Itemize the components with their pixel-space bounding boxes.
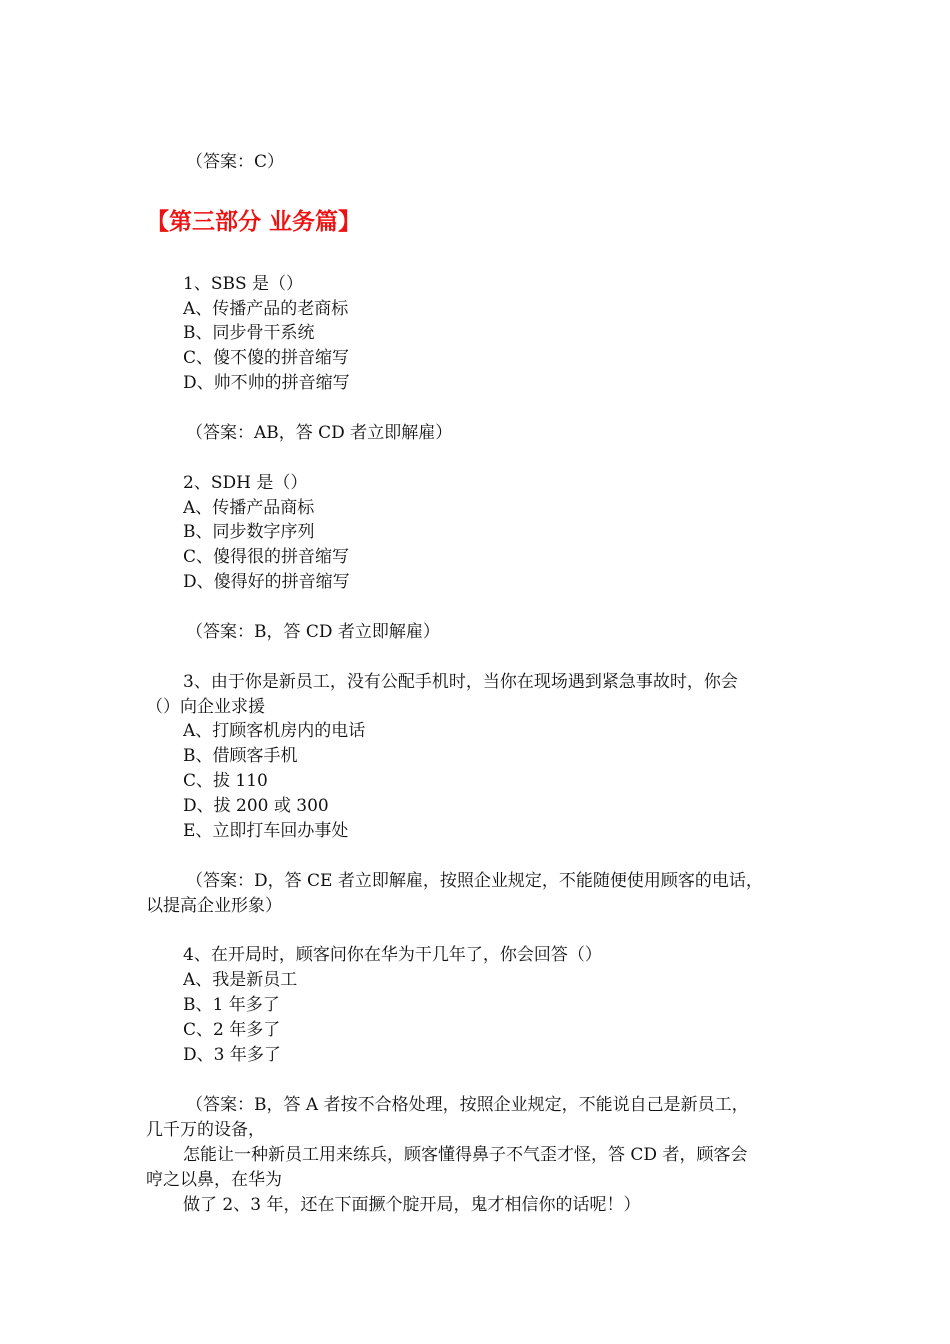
question-text-line2: （）向企业求援	[146, 697, 265, 717]
section-title: 【第三部分 业务篇】	[146, 209, 362, 235]
option-e: E、立即打车回办事处	[183, 821, 349, 841]
answer-text-line2: 以提高企业形象）	[146, 896, 282, 916]
option-d: D、3 年多了	[183, 1045, 281, 1065]
answer-text-line5: 做了 2、3 年，还在下面撅个腚开局，鬼才相信你的话呢！）	[183, 1195, 641, 1215]
option-b: B、同步骨干系统	[183, 323, 315, 343]
option-d: D、傻得好的拼音缩写	[183, 572, 350, 592]
previous-answer: （答案：C）	[186, 152, 285, 172]
answer-text-line1: （答案：D，答 CE 者立即解雇，按照企业规定，不能随便使用顾客的电话，	[186, 871, 763, 891]
answer-text-line2: 几千万的设备，	[146, 1120, 265, 1140]
answer-text: （答案：B，答 CD 者立即解雇）	[186, 622, 440, 642]
option-d: D、拔 200 或 300	[183, 796, 329, 816]
option-b: B、1 年多了	[183, 995, 280, 1015]
option-a: A、打顾客机房内的电话	[183, 721, 366, 741]
answer-text-line4: 哼之以鼻，在华为	[146, 1170, 282, 1190]
option-c: C、傻不傻的拼音缩写	[183, 348, 350, 368]
option-b: B、借顾客手机	[183, 746, 298, 766]
option-b: B、同步数字序列	[183, 522, 315, 542]
question-text: 1、SBS 是（）	[183, 274, 304, 294]
option-c: C、2 年多了	[183, 1020, 281, 1040]
answer-text: （答案：AB，答 CD 者立即解雇）	[186, 423, 453, 443]
option-a: A、传播产品的老商标	[183, 299, 349, 319]
option-c: C、傻得很的拼音缩写	[183, 547, 350, 567]
option-a: A、传播产品商标	[183, 498, 315, 518]
answer-text-line1: （答案：B，答 A 者按不合格处理，按照企业规定，不能说自己是新员工，	[186, 1095, 749, 1115]
option-a: A、我是新员工	[183, 970, 298, 990]
question-text: 4、在开局时，顾客问你在华为干几年了，你会回答（）	[183, 945, 602, 965]
question-text-line1: 3、由于你是新员工，没有公配手机时，当你在现场遇到紧急事故时，你会	[183, 672, 738, 692]
answer-text-line3: 怎能让一种新员工用来练兵，顾客懂得鼻子不气歪才怪，答 CD 者，顾客会	[183, 1145, 748, 1165]
option-d: D、帅不帅的拼音缩写	[183, 373, 350, 393]
option-c: C、拔 110	[183, 771, 268, 791]
question-text: 2、SDH 是（）	[183, 473, 308, 493]
